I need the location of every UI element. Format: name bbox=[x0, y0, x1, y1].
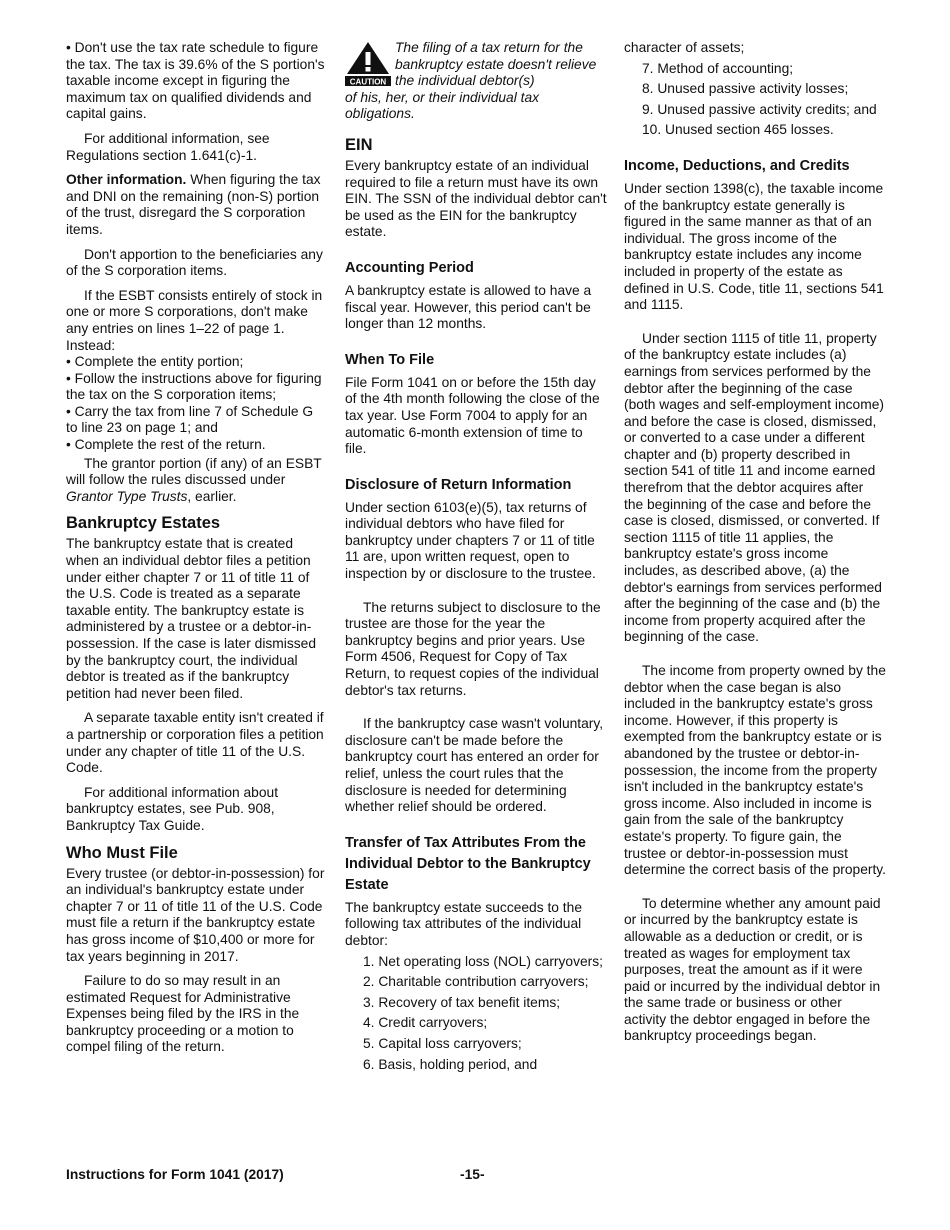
esbt-bullet: • Complete the entity portion; bbox=[66, 354, 244, 370]
column-2 bbox=[345, 40, 607, 1073]
footer-form-title: Instructions for Form 1041 (2017) bbox=[66, 1167, 284, 1182]
bankruptcy-paragraph-1: The bankruptcy estate that is created when an individual debtor files a petition under either chapter 7 or 11 of title 11 of the U.S. Code is treated as a separate taxable entity. The bankruptcy estate is administered by a trustee or a debtor-in-possession. If the case is later dismissed by the bankruptcy court, the individual debtor is treated as if the bankruptcy petition had never been filed. bbox=[66, 536, 316, 701]
when-to-file-paragraph: File Form 1041 on or before the 15th day of the 4th month following the close of the tax year. Use Form 7004 to apply for an automatic 6-month extension of time to file. bbox=[345, 374, 600, 457]
who-must-file-paragraph-2: Failure to do so may result in an estimated Request for Administrative Expenses being filed by the IRS in the bankruptcy proceeding or a motion to compel filing of the return. bbox=[66, 973, 300, 1055]
list-item: 5. Capital loss carryovers; bbox=[363, 1035, 522, 1051]
heading-transfer-tax-attributes: Transfer of Tax Attributes From the Individual Debtor to the Bankruptcy Estate bbox=[345, 834, 591, 893]
income-paragraph-2: Under section 1115 of title 11, property of the bankruptcy estate includes (a) earnings from services performed by the debtor after the beginning of the case (both wages and self-employment income) and before the case is closed, dismissed, or converted to a case under a different chapter and (b) property described in section 541 of title 11 and income earned therefrom that the debtor acquires after the beginning of the case and before the case is closed, dismissed, or converted. If section 1115 of title 11 applies, the bankruptcy estate's gross income includes, as described above, (a) the debtor's earnings from services performed after the beginning of the case and (b) the income from property acquired after the beginning of the case. bbox=[624, 330, 884, 645]
warning-triangle-icon bbox=[345, 40, 391, 86]
accounting-period-paragraph: A bankruptcy estate is allowed to have a fiscal year. However, this period can't be longer than 12 months. bbox=[345, 282, 592, 332]
additional-info-paragraph: For additional information, see Regulations section 1.641(c)-1. bbox=[66, 130, 270, 163]
footer-page-number: -15- bbox=[460, 1167, 485, 1182]
list-item: 9. Unused passive activity credits; and bbox=[642, 101, 877, 117]
caution-label: CAUTION bbox=[349, 77, 387, 86]
disclosure-paragraph-3: If the bankruptcy case wasn't voluntary, disclosure can't be made before the bankruptcy court has entered an order for relief, unless the court rules that the disclosure is needed for determining whether relief should be ordered. bbox=[345, 716, 604, 815]
caution-icon bbox=[345, 40, 395, 86]
heading-income-deductions-credits: Income, Deductions, and Credits bbox=[624, 157, 850, 174]
tax-attributes-list bbox=[345, 954, 607, 1074]
list-item: 8. Unused passive activity losses; bbox=[642, 81, 849, 97]
list-item: 6. Basis, holding period, and bbox=[363, 1056, 538, 1072]
income-paragraph-3: The income from property owned by the debtor when the case began is also included in the bankruptcy estate's gross income. However, if this property is exempted from the bankruptcy estate or is abandoned by the trustee or debtor-in-possession, the income from the property isn't included in the bankruptcy estate's gross income. Also included in income is gain from the sale of the bankruptcy estate's property. To figure gain, the trustee or debtor-in-possession must determine the correct basis of the property. bbox=[624, 663, 887, 878]
bullet-tax-rate: • Don't use the tax rate schedule to figure the tax. The tax is 39.6% of the S portion's taxable income except in figuring the maximum tax on qualified dividends and capital gains. bbox=[66, 40, 325, 122]
list-item: 7. Method of accounting; bbox=[642, 60, 794, 76]
esbt-bullet: • Complete the rest of the return. bbox=[66, 437, 266, 453]
caution-text: The filing of a tax return for the bankruptcy estate doesn't relieve the individual debtor(s) bbox=[395, 40, 597, 89]
bankruptcy-paragraph-3: For additional information about bankruptcy estates, see Pub. 908, Bankruptcy Tax Guide. bbox=[66, 784, 279, 833]
heading-bankruptcy-estates: Bankruptcy Estates bbox=[66, 514, 221, 533]
dont-apportion-paragraph: Don't apportion to the beneficiaries any of the S corporation items. bbox=[66, 246, 323, 279]
heading-who-must-file: Who Must File bbox=[66, 843, 178, 862]
column-1 bbox=[66, 40, 328, 1056]
list-item: 4. Credit carryovers; bbox=[363, 1015, 488, 1031]
transfer-paragraph: The bankruptcy estate succeeds to the following tax attributes of the individual debtor: bbox=[345, 899, 582, 948]
ein-paragraph: Every bankruptcy estate of an individual required to file a return must have its own EIN. The SSN of the individual debtor can't be used as the EIN for the bankruptcy estate. bbox=[345, 157, 607, 240]
caution-text-continued: of his, her, or their individual tax obligations. bbox=[345, 89, 540, 122]
list-item: 1. Net operating loss (NOL) carryovers; bbox=[363, 953, 603, 969]
income-paragraph-1: Under section 1398(c), the taxable income of the bankruptcy estate generally is figured in the same manner as that of an individual. The gross income of the bankruptcy estate includes any income included in property of the estate as defined in U.S. Code, title 11, sections 541 and 1115. bbox=[624, 180, 884, 313]
other-information-text: When figuring the tax and DNI on the remaining (non-S) portion of the trust, disregard the S corporation items. bbox=[66, 172, 321, 237]
grantor-text: The grantor portion (if any) of an ESBT will follow the rules discussed under bbox=[66, 455, 322, 488]
other-information-paragraph bbox=[66, 172, 328, 238]
heading-accounting-period: Accounting Period bbox=[345, 259, 474, 276]
list-item: 3. Recovery of tax benefit items; bbox=[363, 994, 561, 1010]
grantor-paragraph bbox=[66, 456, 328, 506]
heading-when-to-file: When To File bbox=[345, 351, 435, 368]
caution-box bbox=[345, 40, 607, 90]
esbt-bullet: • Carry the tax from line 7 of Schedule G to line 23 on page 1; and bbox=[66, 403, 314, 436]
disclosure-paragraph-1: Under section 6103(e)(5), tax returns of individual debtors who have filed for bankruptcy under chapters 7 or 11 of title 11 are, upon written request, open to inspection by or disclosure to the trustee. bbox=[345, 499, 596, 582]
list-item: 10. Unused section 465 losses. bbox=[642, 122, 834, 138]
disclosure-paragraph-2: The returns subject to disclosure to the trustee are those for the year the bankruptcy begins and prior years. Use Form 4506, Request for Copy of Tax Return, to request copies of the individual debtor's tax returns. bbox=[345, 599, 601, 698]
esbt-bullet: • Follow the instructions above for figuring the tax on the S corporation items; bbox=[66, 370, 322, 403]
tax-attributes-list-continued bbox=[624, 61, 886, 139]
list-item: 2. Charitable contribution carryovers; bbox=[363, 974, 589, 990]
heading-ein: EIN bbox=[345, 135, 373, 154]
income-paragraph-4: To determine whether any amount paid or incurred by the bankruptcy estate is allowable as a deduction or credit, or is treated as wages for employment tax purposes, treat the amount as if it were paid or incurred by the individual debtor in the same trade or business or other activity the debtor engaged in before the bankruptcy proceedings began. bbox=[624, 895, 881, 1044]
column-3 bbox=[624, 40, 886, 1045]
grantor-text-end: , earlier. bbox=[187, 488, 237, 504]
bankruptcy-paragraph-2: A separate taxable entity isn't created if a partnership or corporation files a petition under any chapter of title 11 of the U.S. Code. bbox=[66, 710, 324, 776]
heading-disclosure: Disclosure of Return Information bbox=[345, 476, 572, 493]
grantor-type-trusts-reference: Grantor Type Trusts bbox=[66, 488, 188, 504]
attributes-continued: character of assets; bbox=[624, 40, 745, 55]
if-esbt-paragraph: If the ESBT consists entirely of stock in one or more S corporations, don't make any entries on lines 1–22 of page 1. Instead: bbox=[66, 287, 323, 353]
other-information-heading: Other information. bbox=[66, 172, 187, 188]
who-must-file-paragraph-1: Every trustee (or debtor-in-possession) for an individual's bankruptcy estate under chapter 7 or 11 of title 11 of the U.S. Code must file a return if the bankruptcy estate has gross income of $10,400 or more for tax years beginning in 2017. bbox=[66, 865, 325, 964]
